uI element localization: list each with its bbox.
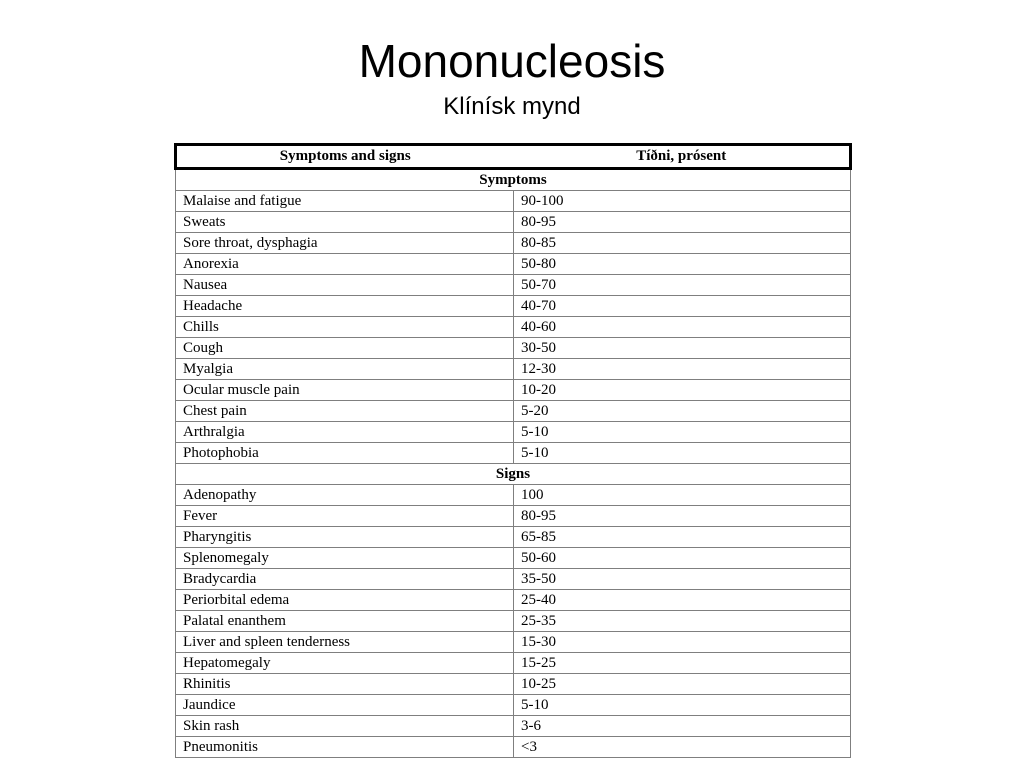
symptom-cell: Headache: [176, 296, 514, 317]
frequency-cell: 3-6: [514, 716, 851, 737]
frequency-cell: 15-25: [514, 653, 851, 674]
slide-subtitle: Klínísk mynd: [443, 93, 581, 120]
table-row: [176, 380, 851, 401]
symptom-cell: Periorbital edema: [176, 590, 514, 611]
symptom-cell: Cough: [176, 338, 514, 359]
table-row: [176, 632, 851, 653]
symptom-cell: Palatal enanthem: [176, 611, 514, 632]
symptom-cell: Myalgia: [176, 359, 514, 380]
table-row: [176, 695, 851, 716]
frequency-cell: 40-60: [514, 317, 851, 338]
frequency-cell: 80-95: [514, 212, 851, 233]
table-row: [176, 506, 851, 527]
frequency-cell: 5-20: [514, 401, 851, 422]
table-row: [176, 191, 851, 212]
table-row: [176, 485, 851, 506]
symptom-cell: Rhinitis: [176, 674, 514, 695]
symptom-cell: Nausea: [176, 275, 514, 296]
symptom-cell: Fever: [176, 506, 514, 527]
symptom-cell: Pharyngitis: [176, 527, 514, 548]
section-heading: Signs: [176, 464, 851, 485]
frequency-cell: 10-20: [514, 380, 851, 401]
table-row: [176, 275, 851, 296]
frequency-cell: 50-60: [514, 548, 851, 569]
section-row-signs: [176, 464, 851, 485]
frequency-cell: 25-35: [514, 611, 851, 632]
symptom-cell: Ocular muscle pain: [176, 380, 514, 401]
symptom-cell: Chills: [176, 317, 514, 338]
slide-title: Mononucleosis: [358, 35, 666, 87]
table-row: [176, 296, 851, 317]
table-row: [176, 443, 851, 464]
frequency-cell: 5-10: [514, 422, 851, 443]
table-row: [176, 716, 851, 737]
symptoms-table: [174, 143, 852, 758]
table-row: [176, 212, 851, 233]
symptom-cell: Sweats: [176, 212, 514, 233]
table-row: [176, 569, 851, 590]
section-heading: Symptoms: [176, 169, 851, 191]
table-row: [176, 422, 851, 443]
table-header-row: [176, 145, 851, 169]
symptom-cell: Arthralgia: [176, 422, 514, 443]
table-row: [176, 233, 851, 254]
frequency-cell: 65-85: [514, 527, 851, 548]
table-row: [176, 527, 851, 548]
frequency-cell: 50-80: [514, 254, 851, 275]
column-header-frequency: Tíðni, prósent: [514, 145, 851, 169]
table-body: [176, 169, 851, 758]
symptom-cell: Skin rash: [176, 716, 514, 737]
table-row: [176, 653, 851, 674]
table-row: [176, 359, 851, 380]
frequency-cell: 50-70: [514, 275, 851, 296]
frequency-cell: 40-70: [514, 296, 851, 317]
symptom-cell: Pneumonitis: [176, 737, 514, 758]
table-row: [176, 611, 851, 632]
column-header-symptoms: Symptoms and signs: [176, 145, 514, 169]
table-row: [176, 674, 851, 695]
symptom-cell: Bradycardia: [176, 569, 514, 590]
frequency-cell: 35-50: [514, 569, 851, 590]
symptom-cell: Malaise and fatigue: [176, 191, 514, 212]
table-row: [176, 590, 851, 611]
symptom-cell: Sore throat, dysphagia: [176, 233, 514, 254]
table-row: [176, 548, 851, 569]
table-row: [176, 254, 851, 275]
frequency-cell: 5-10: [514, 443, 851, 464]
table-row: [176, 338, 851, 359]
symptom-cell: Chest pain: [176, 401, 514, 422]
frequency-cell: 80-95: [514, 506, 851, 527]
frequency-cell: 10-25: [514, 674, 851, 695]
table-row: [176, 737, 851, 758]
frequency-cell: 5-10: [514, 695, 851, 716]
symptom-cell: Splenomegaly: [176, 548, 514, 569]
frequency-cell: 80-85: [514, 233, 851, 254]
symptom-cell: Liver and spleen tenderness: [176, 632, 514, 653]
frequency-cell: 30-50: [514, 338, 851, 359]
symptom-cell: Jaundice: [176, 695, 514, 716]
table-row: [176, 317, 851, 338]
symptom-cell: Adenopathy: [176, 485, 514, 506]
symptom-cell: Anorexia: [176, 254, 514, 275]
frequency-cell: <3: [514, 737, 851, 758]
table-row: [176, 401, 851, 422]
frequency-cell: 15-30: [514, 632, 851, 653]
frequency-cell: 90-100: [514, 191, 851, 212]
symptom-cell: Photophobia: [176, 443, 514, 464]
section-row-symptoms: [176, 169, 851, 191]
frequency-cell: 12-30: [514, 359, 851, 380]
symptom-cell: Hepatomegaly: [176, 653, 514, 674]
frequency-cell: 25-40: [514, 590, 851, 611]
frequency-cell: 100: [514, 485, 851, 506]
